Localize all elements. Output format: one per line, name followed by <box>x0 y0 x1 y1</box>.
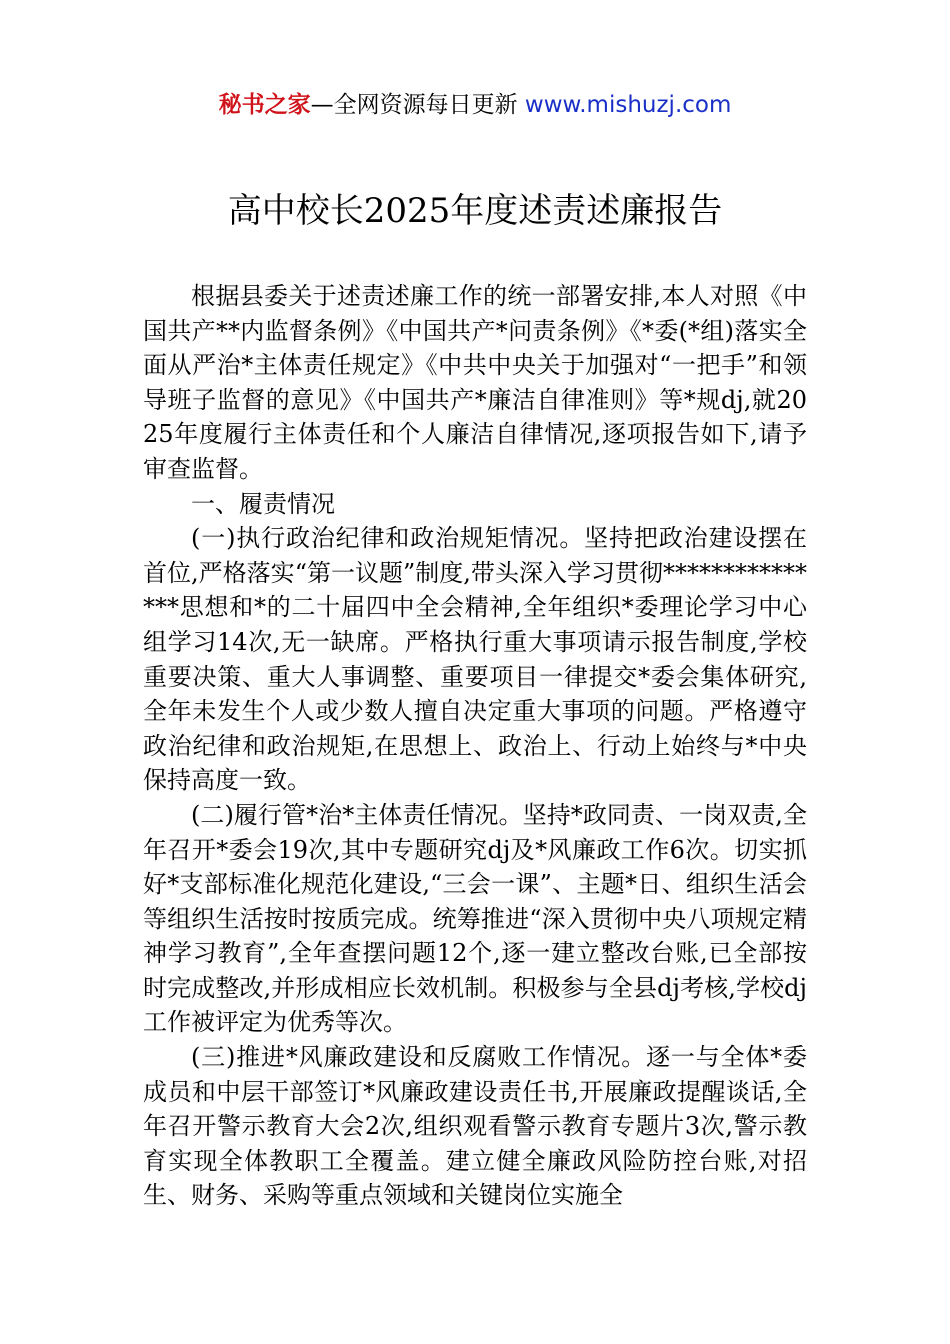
site-url-link[interactable]: www.mishuzj.com <box>524 92 732 118</box>
section-heading-duty: 一、履责情况 <box>191 489 335 518</box>
site-tagline: —全网资源每日更新 <box>310 92 518 118</box>
paragraph-anti-corruption: (三)推进*风廉政建设和反腐败工作情况。逐一与全体*委成员和中层干部签订*风廉政建设责任书,开展廉政提醒谈话,全年召开警示教育大会2次,组织观看警示教育专题片3次,警示教育实现全体教职工全覆盖。建立健全廉政风险防控台账,对招生、财务、采购等重点领域和关键岗位实施全 <box>143 1043 807 1210</box>
paragraph-political-discipline: (一)执行政治纪律和政治规矩情况。坚持把政治建设摆在首位,严格落实“第一议题”制度,带头深入学习贯彻***************思想和*的二十届四中全会精神,全年组织*委理论学习中心组学习14次,无一缺席。严格执行重大事项请示报告制度,学校重要决策、重大人事调整、重要项目一律提交*委会集体研究,全年未发生个人或少数人擅自决定重大事项的问题。严格遵守政治纪律和政治规矩,在思想上、政治上、行动上始终与*中央保持高度一致。 <box>143 524 807 795</box>
paragraph-main-responsibility: (二)履行管*治*主体责任情况。坚持*政同责、一岗双责,全年召开*委会19次,其中专题研究dj及*风廉政工作6次。切实抓好*支部标准化规范化建设,“三会一课”、主题*日、组织生活会等组织生活按时按质完成。统筹推进“深入贯彻中央八项规定精神学习教育”,全年查摆问题12个,逐一建立整改台账,已全部按时完成整改,并形成相应长效机制。积极参与全县dj考核,学校dj工作被评定为优秀等次。 <box>143 800 807 1037</box>
document-body <box>143 279 807 1213</box>
site-header <box>0 88 950 122</box>
site-name: 秘书之家 <box>218 92 311 118</box>
document-title: 高中校长2025年度述责述廉报告 <box>227 191 723 231</box>
paragraph-intro: 根据县委关于述责述廉工作的统一部署安排,本人对照《中国共产**内监督条例》《中国共产*问责条例》《*委(*组)落实全面从严治*主体责任规定》《中共中央关于加强对“一把手”和领导班子监督的意见》《中国共产*廉洁自律准则》等*规dj,就2025年度履行主体责任和个人廉洁自律情况,逐项报告如下,请予审查监督。 <box>143 282 807 483</box>
